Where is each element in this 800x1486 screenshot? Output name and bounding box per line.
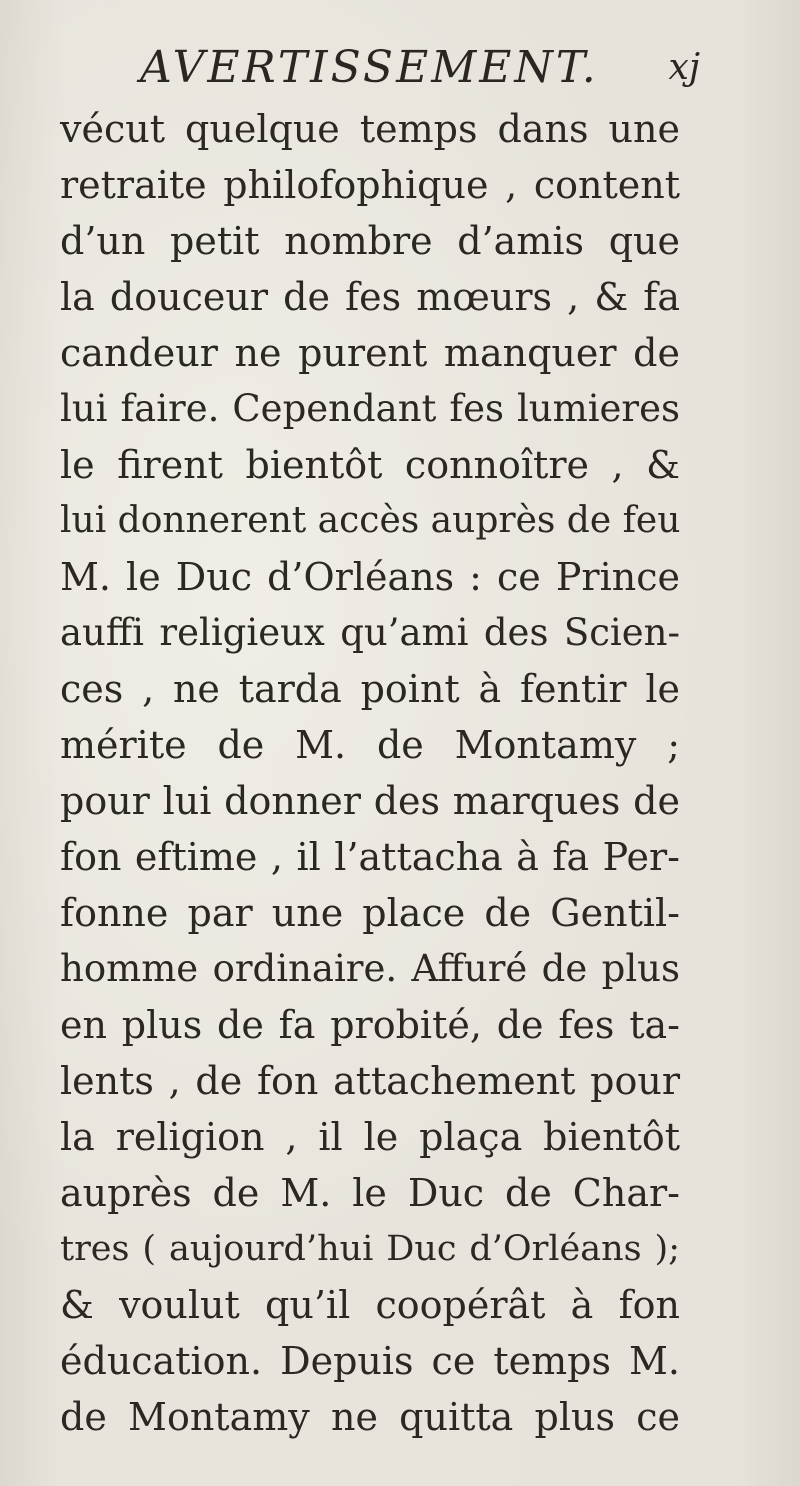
page-header (140, 38, 700, 98)
text-line: mérite de M. de Montamy ; (60, 723, 680, 767)
text-line: la douceur de fes mœurs , & fa (60, 275, 680, 319)
text-line: ces , ne tarda point à fentir le (60, 667, 680, 711)
text-line: pour lui donner des marques de (60, 779, 680, 823)
text-line: lui faire. Cependant fes lumieres (60, 387, 680, 430)
text-line: de Montamy ne quitta plus ce (60, 1395, 680, 1439)
text-line: éducation. Depuis ce temps M. (60, 1339, 680, 1383)
text-line: homme ordinaire. Affuré de plus (60, 947, 680, 990)
text-line: auffi religieux qu’ami des Scien- (60, 611, 680, 654)
text-line: d’un petit nombre d’amis que (60, 219, 680, 263)
text-line: le firent bientôt connoître , & (60, 443, 680, 487)
text-line: la religion , il le plaça bientôt (60, 1115, 680, 1159)
page-number: xj (668, 47, 700, 88)
text-line: tres ( aujourd’hui Duc d’Orléans ); (60, 1229, 680, 1269)
text-line: lents , de fon attachement pour (60, 1059, 680, 1103)
text-line: & voulut qu’il coopérât à fon (60, 1283, 680, 1327)
running-head: AVERTISSEMENT. (140, 42, 599, 93)
text-line: lui donnerent accès auprès de feu (60, 500, 681, 541)
text-line: retraite philofophique , content (60, 163, 680, 207)
text-line: vécut quelque temps dans une (60, 107, 680, 151)
text-line: candeur ne purent manquer de (60, 331, 680, 375)
text-line: en plus de fa probité, de fes ta- (60, 1003, 680, 1047)
text-line: fon eftime , il l’attacha à fa Per- (60, 835, 680, 879)
text-line: auprès de M. le Duc de Char- (60, 1171, 680, 1215)
text-line: M. le Duc d’Orléans : ce Prince (60, 555, 680, 599)
text-line: fonne par une place de Gentil- (60, 891, 680, 935)
